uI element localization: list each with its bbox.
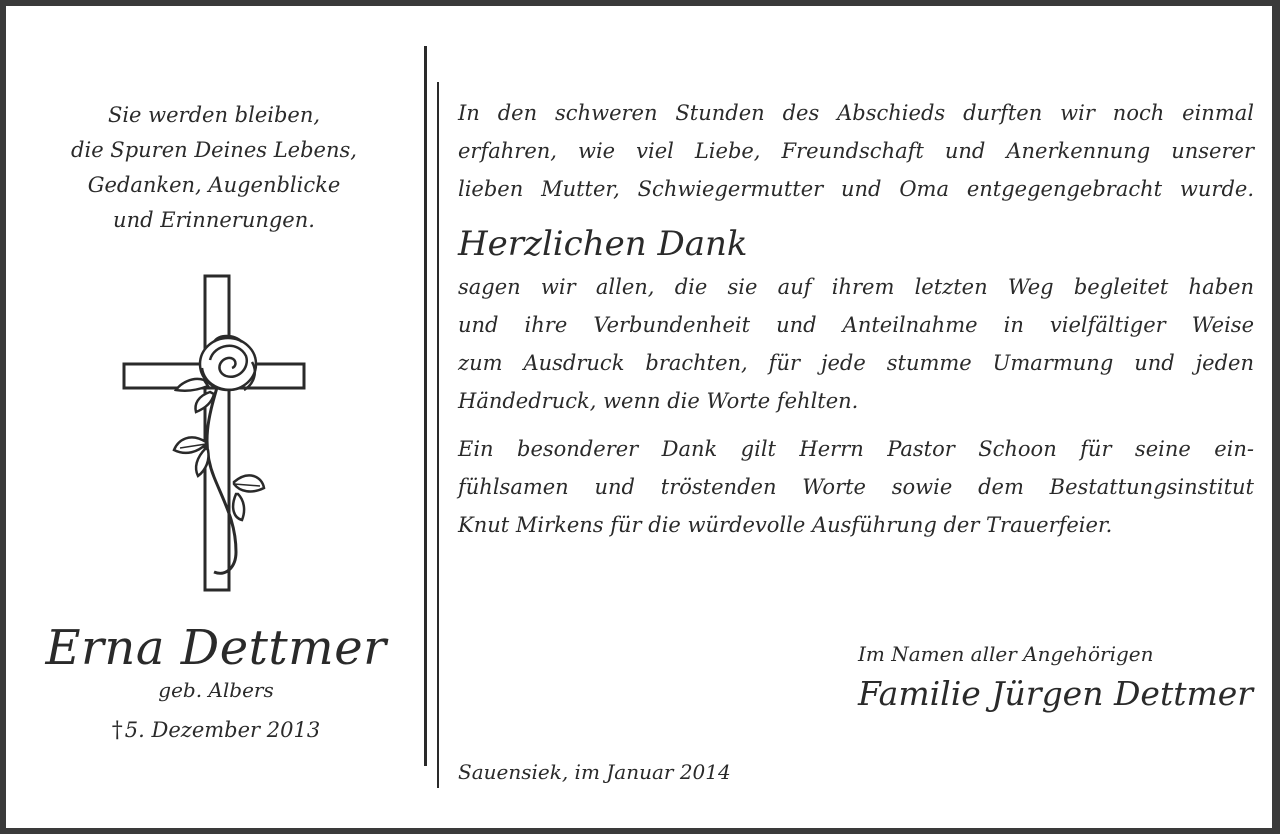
- poem: [44, 98, 384, 238]
- message-body: [458, 94, 1254, 544]
- paragraph-line: erfahren, wie viel Liebe, Freundschaft und Anerkennung unserer: [458, 139, 1254, 163]
- death-date-line: [26, 718, 406, 743]
- place-date: Sauensiek, im Januar 2014: [458, 760, 731, 784]
- column-divider: [424, 46, 427, 766]
- paragraph-line: Händedruck, wenn die Worte fehlten.: [458, 389, 859, 413]
- signature-intro: Im Namen aller Angehörigen: [858, 642, 1154, 666]
- paragraph-line: lieben Mutter, Schwiegermutter und Oma entgegengebracht wurde.: [458, 177, 1254, 201]
- death-date: 5. Dezember 2013: [124, 718, 321, 742]
- column-divider-secondary: [437, 82, 439, 788]
- thanks-paragraph: [458, 268, 1254, 420]
- poem-line: Gedanken, Augenblicke: [87, 173, 341, 197]
- thanks-heading: Herzlichen Dank: [458, 224, 748, 264]
- paragraph-line: Knut Mirkens für die würdevolle Ausführung der Trauerfeier.: [458, 513, 1113, 537]
- signature-family: Familie Jürgen Dettmer: [858, 674, 1254, 713]
- special-thanks-paragraph: [458, 430, 1254, 544]
- death-cross-icon: †: [111, 718, 123, 743]
- paragraph-line: Ein besonderer Dank gilt Herrn Pastor Schoon für seine ein-: [458, 437, 1254, 461]
- intro-paragraph: [458, 94, 1254, 208]
- deceased-name: Erna Dettmer: [45, 620, 387, 676]
- cross-with-rose-icon: [118, 272, 308, 594]
- poem-line: die Spuren Deines Lebens,: [71, 138, 357, 162]
- paragraph-line: fühlsamen und tröstenden Worte sowie dem Bestattungsinstitut: [458, 475, 1254, 499]
- obituary-card: [6, 6, 1272, 828]
- paragraph-line: sagen wir allen, die sie auf ihrem letzten Weg begleitet haben: [458, 275, 1254, 299]
- maiden-name: geb. Albers: [158, 678, 274, 702]
- paragraph-line: zum Ausdruck brachten, für jede stumme Umarmung und jeden: [458, 351, 1254, 375]
- paragraph-line: In den schweren Stunden des Abschieds durften wir noch einmal: [458, 101, 1254, 125]
- paragraph-line: und ihre Verbundenheit und Anteilnahme in vielfältiger Weise: [458, 313, 1254, 337]
- poem-line: Sie werden bleiben,: [107, 103, 321, 127]
- poem-line: und Erinnerungen.: [113, 208, 315, 232]
